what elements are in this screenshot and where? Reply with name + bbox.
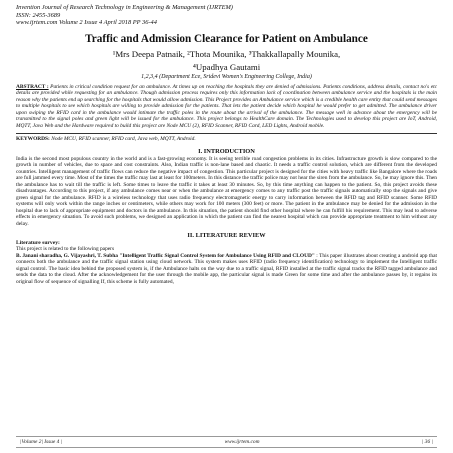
reference-text: : This paper illustrates about creating a android app that connects both the ambulance and the traffic signal station using cloud network. This system makes uses RFID (radio frequency identification) technology to implement the Intelligent traffic signal control. The basic idea behind the proposed system is, if the Ambulance halts on the way due to a traffic signal, RFID installed at the traffic signal tracks the RFID tagged ambulance and sends the data to the cloud. After the acknowledgement for the user through the mobile app, the particular signal is made Green for some time and after the ambulance passes by, it regains its original flow of sequence of signalling If, this scheme is fully automated, [16,252,437,285]
authors-line-2: ⁴Upadhya Gautami [192,62,261,73]
abstract [16,84,437,130]
literature-heading: II. LITERATURE REVIEW [187,232,266,240]
journal-header [16,4,437,27]
paper-title: Traffic and Admission Clearance for Patient on Ambulance [85,32,368,45]
keywords-text: Node MCU, RFID scanner, RFID card, Java web, MQTT, Android. [51,136,196,143]
footer-volume: |Volume 2| Issue 4 | [20,439,63,445]
introduction-text: India is the second most populous country in the world and is a fast-growing economy. It is seeing terrible road congestion problems in its cities. Infrastructure growth is slow compared to the growth in number of vehicles, due to space and cost constraints. Also, Indian traffic is non-lane based and chaotic. It needs a traffic control solution, which are different from the developed countries. Intelligent management of traffic flows can reduce the negative impact of congestion. This particular project is designed for the cities with heavy traffic like Bangalore where the roads are full jammed every time. Most of the times the traffic may last at least for 100meters. In this distance the traffic police may not hear the siren from the ambulance. So, he may ignore this. Then the ambulance has to wait till the traffic is left. Some times to leave the traffic it takes at least 30 minutes. So, by this time anything can happen to the patient. So, this project avoids these disadvantages. According to this project, if any ambulance comes near or when the ambulance at emergency comes to any traffic post the traffic signals automatically stop the signals and give green signal for the ambulance. RFID is a wireless technology that uses radio frequency electromagnetic energy to carry information between the RFID tag and RFID scanner. Some RFID systems will only work within the range inches or centimeters, while others may work for 100 meters (300 feet) or more. The patient in the ambulance may be denied for the admission in the hospital due to lack of appropriate equipment and doctors in the ambulance. In this situation, the patient should find other hospital where he can fulfill his requirement. This may lead to adverse effects in emergency situation. To avoid such problems, we designed an application in which the patient can find the nearest hospital which can provide appropriate treatment to him without any delay. [16,155,437,227]
footer-website: www.ijrtem.com [224,439,260,445]
literature-reference [16,253,437,286]
journal-issn: ISSN: 2455-3689 [16,11,61,19]
reference-title: B. Janani sharadha, G. Vijayashri, T. Subha "Intelligent Traffic Signal Control System for Ambulance Using RFID and CLOUD" [16,252,315,259]
introduction-heading: I. INTRODUCTION [198,147,255,155]
authors-line-1: ¹Mrs Deepa Patnaik, ²Thota Mounika, ³Thakkallapally Mounika, [112,48,341,59]
affiliation: 1,2,3,4 (Department Ece, Sridevi Women's Engineering College, India) [141,73,312,80]
footer-page-number: | 36 | [421,439,433,445]
literature-intro: This project is related to the following papers [16,246,115,253]
keywords [16,136,437,143]
journal-meta: www.ijrtem.com Volume 2 Issue 4 April 2018 PP 36-44 [16,19,157,27]
literature-subheading: Literature survey: [16,240,60,247]
divider [16,133,437,134]
abstract-text: Patients in critical condition request for an ambulance. At times up on reaching the hospitals they are denied of admissions. Patients conditions, address details, contact no's etc details are provided while requesting for an ambulance. Though admission process requires only this information lack of coordination between ambulance service and the hospitals is the main reason why the patients end up searching for the hospitals that would allow admission. This Project provides an Ambulance service which is a credible health care entity that could send messages to multiple hospitals to see which hospitals are willing to provide admission for the patients. That lets the patient decide which hospital he would prefer to get admitted. The ambulance driver upon swiping the RFID card in the ambulance would intimate the traffic poles in the route about the arrival of the ambulance. The message well in advance about the emergency will be transmitted to the signal poles and green light will be issued for the ambulance. This project belongs to HealthCare domain. The Technologies used to develop this project are IoT, Android, MQTT, Java Web and the Hardware required to build this project are Node MCU (2), RFID Scanner, RFID Card, LED Lights, Android mobile. [16,83,437,129]
keywords-label: KEYWORDS: [16,136,50,143]
journal-name: Invention Journal of Research Technology in Engineering & Management (IJRTEM) [16,4,233,11]
page-footer [16,436,437,448]
abstract-label: ABSTRACT : [16,83,49,90]
